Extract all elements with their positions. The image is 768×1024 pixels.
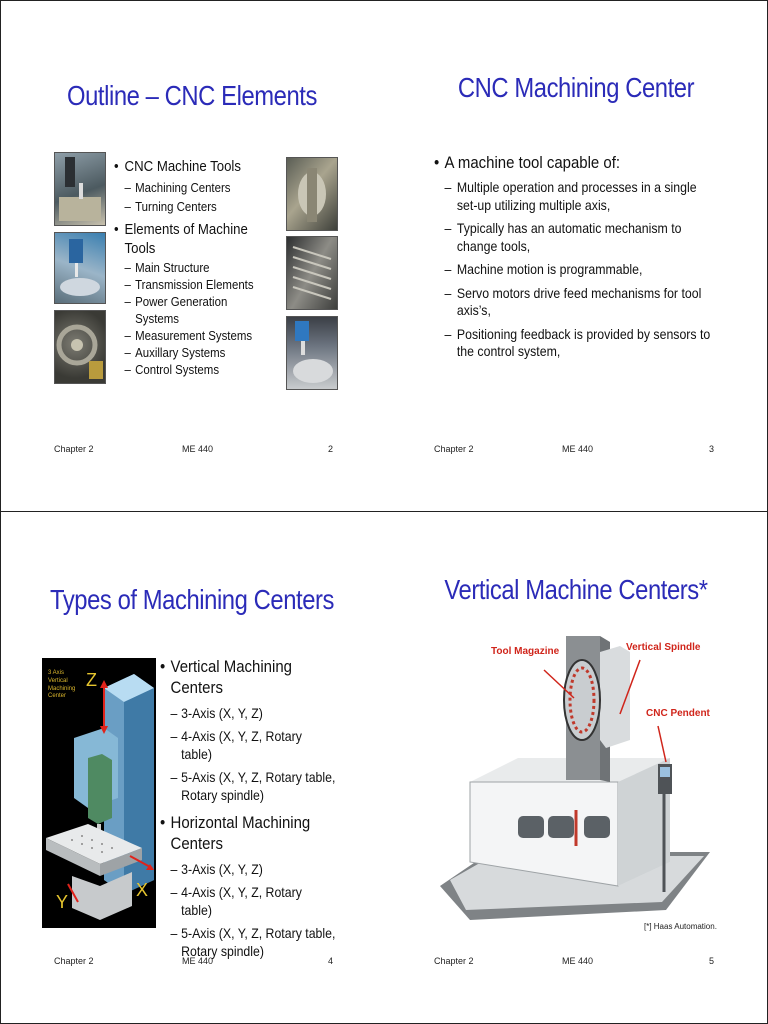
slide-title: CNC Machining Center: [457, 72, 695, 103]
bullet-machine-tool-capable: • A machine tool capable of:: [434, 152, 716, 173]
sub-bullet: – Power Generation Systems: [114, 294, 264, 327]
footer-page-number: 4: [328, 956, 334, 966]
sub-bullet: – Auxillary Systems: [114, 345, 264, 361]
sub-bullet: – Machining Centers: [114, 180, 264, 196]
callout-cnc-pendent: CNC Pendent: [646, 708, 710, 719]
diagram-caption: 3 Axis Vertical Machining Center: [48, 670, 76, 700]
callout-vertical-spindle: Vertical Spindle: [626, 642, 701, 653]
bullet-elements-of-machine-tools: • Elements of Machine Tools: [114, 221, 264, 259]
slide-title: Vertical Machine Centers*: [444, 574, 708, 605]
sub-bullet: – Turning Centers: [114, 199, 264, 215]
sub-bullet: – 3-Axis (X, Y, Z): [160, 705, 336, 723]
capabilities-list: [434, 146, 716, 361]
sub-bullet: – Transmission Elements: [114, 277, 264, 293]
sub-bullet: – Positioning feedback is provided by sensors to the control system,: [434, 326, 716, 361]
sub-bullet: – 5-Axis (X, Y, Z, Rotary table, Rotary spindle): [160, 925, 336, 960]
footer-chapter: Chapter 2: [434, 956, 474, 966]
machining-photo: [286, 316, 338, 390]
sub-bullet: – Measurement Systems: [114, 328, 264, 344]
footer-page-number: 3: [709, 444, 715, 454]
footer-course: ME 440: [182, 956, 214, 966]
vmc-axis-diagram: [42, 658, 156, 928]
machining-photo: [286, 236, 338, 310]
sub-bullet: – Multiple operation and processes in a single set-up utilizing multiple axis,: [434, 179, 716, 214]
image-credit: [*] Haas Automation.: [644, 922, 717, 931]
axis-label-x: X: [136, 880, 149, 900]
callout-tool-magazine: Tool Magazine: [491, 646, 560, 657]
sub-bullet: – Machine motion is programmable,: [434, 261, 716, 279]
slide-outline: [0, 0, 384, 512]
footer-page-number: 5: [709, 956, 715, 966]
footer-page-number: 2: [328, 444, 334, 454]
machining-photo: [54, 310, 106, 384]
slide-vertical-machine-centers: [384, 512, 768, 1024]
sub-bullet: – Main Structure: [114, 260, 264, 276]
sub-bullet: – Control Systems: [114, 362, 264, 378]
haas-vmc-photo: [430, 630, 720, 930]
footer-course: ME 440: [562, 444, 594, 454]
footer-course: ME 440: [182, 444, 214, 454]
machining-center-types-list: [160, 650, 336, 960]
footer-chapter: Chapter 2: [54, 956, 94, 966]
sub-bullet: – Servo motors drive feed mechanisms for tool axis’s,: [434, 285, 716, 320]
slide-title: Types of Machining Centers: [50, 584, 334, 615]
sub-bullet: – 3-Axis (X, Y, Z): [160, 861, 336, 879]
bullet-cnc-machine-tools: • CNC Machine Tools: [114, 158, 264, 177]
axis-label-z: Z: [86, 670, 97, 690]
machining-photo: [286, 157, 338, 231]
machining-photo: [54, 152, 106, 226]
sub-bullet: – 4-Axis (X, Y, Z, Rotary table): [160, 728, 336, 763]
sub-bullet: – 4-Axis (X, Y, Z, Rotary table): [160, 884, 336, 919]
slide-title: Outline – CNC Elements: [67, 80, 317, 111]
slide-types-of-machining-centers: [0, 512, 384, 1024]
axis-label-y: Y: [56, 892, 69, 912]
machining-photo: [54, 232, 106, 304]
sub-bullet: – Typically has an automatic mechanism to change tools,: [434, 220, 716, 255]
footer-chapter: Chapter 2: [434, 444, 474, 454]
footer-course: ME 440: [562, 956, 594, 966]
outline-list: [114, 152, 264, 379]
slide-cnc-machining-center: [384, 0, 768, 512]
bullet-horizontal-machining-centers: • Horizontal Machining Centers: [160, 812, 336, 855]
bullet-vertical-machining-centers: • Vertical Machining Centers: [160, 656, 336, 699]
sub-bullet: – 5-Axis (X, Y, Z, Rotary table, Rotary spindle): [160, 769, 336, 804]
footer-chapter: Chapter 2: [54, 444, 94, 454]
